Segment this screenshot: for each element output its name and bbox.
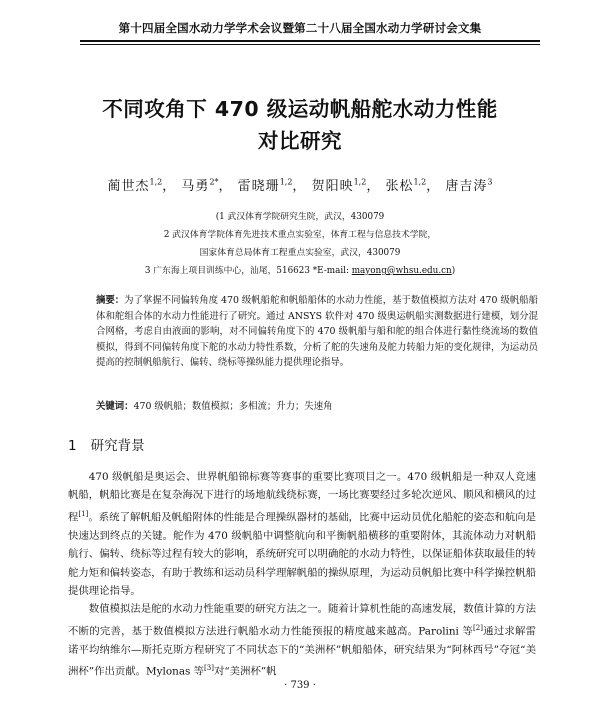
affiliation-3: 国家体育总局体育工程重点实验室，武汉，430079 (199, 248, 401, 258)
body-text (68, 468, 536, 681)
affiliation-4-text: 3 广东海上项目训练中心，汕尾，516623 *E-mail: (144, 266, 352, 276)
author-affil-mark: 1,2 (413, 177, 427, 187)
section-number: 1 (68, 438, 77, 454)
paragraph-1-text-a: 470 级帆船是奥运会、世界帆船锦标赛等赛事的重要比赛项目之一。470 级帆船是一种双人竞速帆船，帆船比赛是在复杂海况下进行的场地航线绕标赛，一场比赛要经过多轮次逆风、顺风和横风的过程 (68, 471, 536, 524)
author-name: 贺阳映 (311, 179, 354, 194)
author-affil-mark: 2* (209, 177, 219, 187)
page-number: · 739 · (284, 680, 316, 691)
section-heading (68, 434, 145, 454)
citation-ref: [2] (473, 623, 483, 632)
author-name: 马勇 (181, 179, 210, 194)
paragraph-2-text-b: 通过求解雷诺平均纳维尔—斯托克斯方程研究了不同状态下的“美洲杯”帆船船体，研究结果为“阿林西号”夺冠“美洲杯”作出贡献。Mylonas 等 (68, 625, 537, 678)
paper-title-line-1: 不同攻角下 470 级运动帆船舵水动力性能 (102, 97, 498, 121)
running-header: 第十四届全国水动力学学术会议暨第二十八届全国水动力学研讨会文集 (118, 21, 482, 35)
affiliation-4-close: ) (451, 266, 456, 276)
paragraph-2-text-c: 对“美洲杯”帆 (213, 665, 277, 678)
affiliation-2: 2 武汉体育学院体育先进技术重点实验室，体育工程与信息技术学院， (163, 230, 437, 240)
paragraph-2 (68, 600, 536, 681)
email-link[interactable]: mayong@whsu.edu.cn (351, 266, 452, 276)
abstract-label: 摘要： (96, 295, 125, 306)
paragraph-1-text-b: 。系统了解帆船及帆船附体的性能是合理操纵器材的基础，比赛中运动员优化船舵的姿态和航向是快速达到终点的关键。舵作为 470 级帆船中调整航向和平衡帆船横移的重要附体，其流体动力对帆船航行、偏转、绕标等过程有较大的影响，系统研究可以明确舵的水动力特性，以保证船体获取最佳的转舵力矩和偏转姿态，有助于教练和运动员科学理解帆船的操纵原理，为运动员帆船比赛中科学操控帆船提供理论指导。 (68, 511, 537, 597)
citation-ref: [3] (204, 664, 214, 672)
header-rule-thick (80, 40, 540, 42)
author-list: 蔺世杰$^{1,2}$， 马勇$^{2*}$， 雷晓珊$^{1,2}$， 贺阳映$^{1,2}$， 张松$^{1,2}$， 唐吉涛$^3$ (107, 177, 493, 194)
paragraph-1 (68, 468, 536, 600)
section-title: 研究背景 (90, 438, 145, 454)
author-name: 雷晓珊 (237, 179, 280, 194)
author-affil-mark: 1,2 (353, 177, 367, 187)
author-affil-mark: 1,2 (279, 177, 293, 187)
author-affil-mark: 1,2 (149, 177, 163, 187)
citation-ref: [1] (78, 509, 89, 518)
author-affil-mark: 3 (487, 177, 493, 187)
affiliation-4 (0, 263, 600, 276)
abstract (96, 293, 538, 371)
affiliation-1: (1 武汉体育学院研究生院，武汉，430079 (215, 212, 385, 222)
keywords-text: 470 级帆船；数值模拟；多相流；升力；失速角 (133, 401, 333, 412)
author-name: 唐吉涛 (445, 179, 488, 194)
paper-title-line-2: 对比研究 (258, 129, 342, 153)
author-name: 蔺世杰 (107, 179, 150, 194)
author-name: 张松 (385, 179, 414, 194)
header-rule-thin (80, 44, 540, 45)
keywords-label: 关键词： (96, 401, 134, 412)
keywords (96, 398, 538, 412)
abstract-text: 为了掌握不同偏转角度 470 级帆船舵和帆船船体的水动力性能，基于数值模拟方法对 470 级帆船船体和舵组合体的水动力性能进行了研究。通过 ANSYS 软件对 470 级奥运帆船实测数据进行建模，划分混合网格，考虑自由液面的影响，对不同偏转角度下的 470 级帆船与船和舵的组合体进行黏性绕流场的数值模拟，得到不同偏转角度下舵的水动力特性系数，分析了舵的失速角及舵力转船力矩的变化规律，为运动员提高的控制帆船航行、偏转、绕标等操纵能力提供理论指导。 (96, 295, 538, 369)
paragraph-2-text-a: 数值模拟法是舵的水动力性能重要的研究方法之一。随着计算机性能的高速发展，数值计算的方法不断的完善，基于数值模拟方法进行帆船水动力性能预报的精度越来越高。Parolini 等 (68, 603, 536, 638)
